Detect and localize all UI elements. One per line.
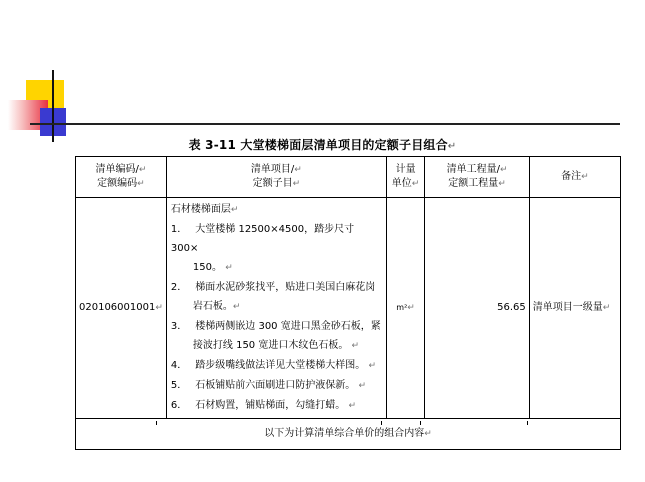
presentation-logo bbox=[0, 0, 120, 140]
quota-table bbox=[75, 156, 621, 450]
table-row bbox=[76, 198, 621, 419]
paragraph-mark: ↵ bbox=[447, 141, 457, 152]
header-item: 清单项目/↵ 定额子目↵ bbox=[166, 157, 386, 198]
table-continuation-tick bbox=[527, 421, 528, 425]
footer-row bbox=[76, 419, 621, 450]
table-continuation-tick bbox=[156, 421, 157, 425]
header-divider-line bbox=[30, 123, 620, 125]
cell-quantity: 56.65 bbox=[425, 198, 529, 419]
header-unit: 计量 单位↵ bbox=[386, 157, 425, 198]
header-quantity: 清单工程量/↵ 定额工程量↵ bbox=[425, 157, 529, 198]
cell-description: 石材楼梯面层↵ 1． 大堂楼梯 12500×4500，踏步尺寸 300× 150。 ↵ 2． 梯面水泥砂浆找平，贴进口美国白麻花岗 岩石板。↵ 3． 楼梯两侧嵌边 300 宽进口黑金砂石板，紧 接波打线 150 宽进口木纹色石板。 ↵ 4． 踏步级嘴线做法详见大堂楼梯大样图。 ↵ 5． 石板铺贴前六面刷进口防护液保新。 ↵ 6． 石材购置，铺贴梯面，勾缝打蜡。 ↵ bbox=[166, 198, 386, 419]
cell-unit: m²↵ bbox=[386, 198, 425, 419]
cell-code: 020106001001↵ bbox=[76, 198, 167, 419]
header-row bbox=[76, 157, 621, 198]
table-title-text: 表 3-11 大堂楼梯面层清单项目的定额子目组合 bbox=[188, 138, 448, 152]
header-code: 清单编码/↵ 定额编码↵ bbox=[76, 157, 167, 198]
cell-remark: 清单项目一级量↵ bbox=[529, 198, 620, 419]
header-remark: 备注↵ bbox=[529, 157, 620, 198]
table-continuation-tick bbox=[381, 421, 382, 425]
logo-vertical-line bbox=[52, 70, 54, 142]
table-continuation-tick bbox=[420, 421, 421, 425]
footer-cell: 以下为计算清单综合单价的组合内容↵ bbox=[76, 419, 621, 450]
table-title bbox=[0, 136, 645, 153]
